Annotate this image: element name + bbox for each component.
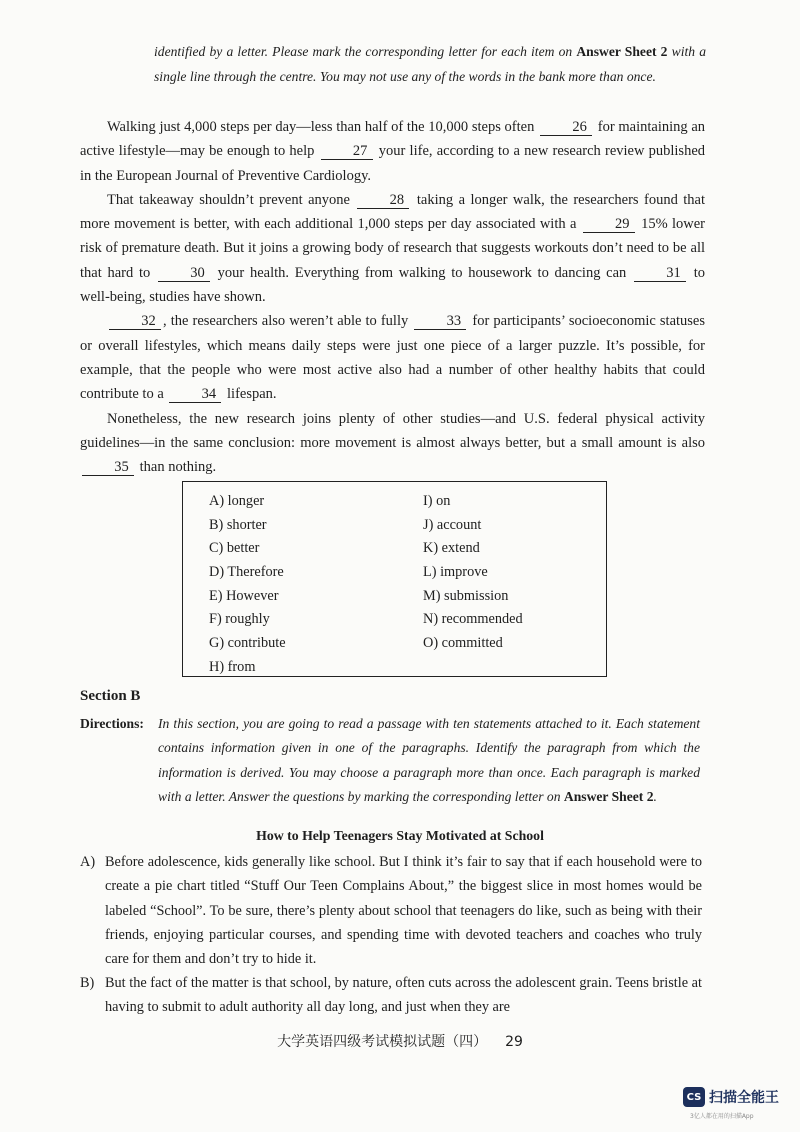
watermark-name: 扫描全能王 <box>709 1090 779 1106</box>
section-a-directions <box>154 40 706 89</box>
word-option: D) Therefore <box>209 564 284 581</box>
word-option: I) on <box>423 493 451 509</box>
directions-text: identified by a letter. Please mark the corresponding letter for each item on <box>154 44 573 59</box>
passage-text: for participants’ socioeconomic statuses or overall lifestyles, which means daily steps were just one piece of a larger puzzle. It’s possible, for example, that the people who were most active also had a number of other healthy habits that could contribute to a <box>80 313 706 403</box>
section-b-heading: Section B <box>80 688 141 704</box>
word-option: H) from <box>209 658 256 675</box>
answer-sheet-ref: Answer Sheet 2 <box>563 788 654 804</box>
article-title: How to Help Teenagers Stay Motivated at School <box>256 828 544 843</box>
passage-text: lifespan. <box>227 386 277 403</box>
word-option: C) better <box>209 540 260 557</box>
paragraph-letter: A) <box>80 854 96 870</box>
passage-paragraph-4 <box>80 407 705 480</box>
passage-paragraph-2 <box>80 188 705 309</box>
page-footer <box>0 1031 800 1051</box>
word-option: J) account <box>423 516 482 533</box>
passage-text: , the researchers also weren’t able to fully <box>163 313 409 330</box>
passage-text: taking a longer walk, the researchers found that more movement is better, with each additional 1,000 steps per day associated with a <box>80 191 706 233</box>
blank-27: 27 <box>321 144 373 160</box>
passage-text: to well-being, studies have shown. <box>80 264 706 306</box>
blank-35: 35 <box>82 460 134 476</box>
footer-title: 大学英语四级考试模拟试题（四） <box>277 1034 488 1050</box>
word-option: L) improve <box>423 564 488 581</box>
article-paragraph-a <box>80 850 702 971</box>
word-option: K) extend <box>423 540 480 557</box>
article-paragraph-b <box>80 971 702 1020</box>
word-bank-box <box>182 481 607 677</box>
passage-text: Nonetheless, the new research joins plenty of other studies—and U.S. federal physical activity guidelines—in the same conclusion: more movement is almost always better, but a small amount is also <box>80 410 705 451</box>
word-option: B) shorter <box>209 516 267 533</box>
word-bank-right-column <box>423 490 523 656</box>
word-option: F) roughly <box>209 611 270 628</box>
blank-32: 32 <box>109 314 161 330</box>
word-option: G) contribute <box>209 635 286 652</box>
word-option: N) recommended <box>423 611 523 628</box>
word-option: O) committed <box>423 635 503 652</box>
camscanner-watermark <box>683 1087 779 1107</box>
blank-28: 28 <box>357 193 409 209</box>
word-option: A) longer <box>209 493 265 509</box>
paragraph-text: Before adolescence, kids generally like school. But I think it’s fair to say that if each household were to create a pie chart titled “Stuff Our Teen Complains About,” the biggest slice in most homes would be labeled “School”. To be sure, there’s plenty about school that teenagers do like, such as being with their friends, enjoying particular courses, and spending time with devoted teachers and coaches who truly care for them and don’t try to hide it. <box>105 854 702 968</box>
passage-text: for maintaining an active lifestyle—may be enough to help <box>80 119 706 160</box>
passage-text: Walking just 4,000 steps per day—less than half of the 10,000 steps often <box>107 119 535 135</box>
directions-text-end: with a single line through the centre. You may not use any of the words in the bank more than once. <box>154 44 706 84</box>
watermark-tagline: 3亿人都在用的扫描App <box>690 1113 754 1120</box>
blank-33: 33 <box>414 314 466 330</box>
blank-29: 29 <box>583 217 635 233</box>
blank-34: 34 <box>169 387 221 403</box>
directions-period: . <box>653 788 657 804</box>
answer-sheet-ref: Answer Sheet 2 <box>576 44 668 59</box>
word-bank-left-column <box>209 490 286 680</box>
passage-text: your life, according to a new research review published in the European Journal of Preventive Cardiology. <box>80 143 706 184</box>
passage-paragraph-3 <box>80 309 705 406</box>
word-option: M) submission <box>423 587 509 604</box>
passage-text: 15% lower risk of premature death. But it joins a growing body of research that suggests workouts don’t need to be all that hard to <box>80 216 706 281</box>
passage-text: than nothing. <box>139 459 217 476</box>
blank-30: 30 <box>158 266 210 282</box>
blank-26: 26 <box>540 120 592 136</box>
passage-paragraph-1 <box>80 115 705 188</box>
directions-text: In this section, you are going to read a passage with ten statements attached to it. Each statement contains information given in one of the paragraphs. Identify the paragraph from which the information is derived. You may choose a paragraph more than once. Each paragraph is marked with a letter. Answer the questions by marking the corresponding letter on <box>158 716 700 804</box>
blank-31: 31 <box>634 266 686 282</box>
cloze-passage <box>80 115 705 479</box>
paragraph-letter: B) <box>80 975 95 991</box>
directions-label: Directions: <box>80 716 144 731</box>
section-b-directions <box>158 712 700 809</box>
camscanner-icon: CS <box>683 1087 705 1107</box>
paragraph-text: But the fact of the matter is that school, by nature, often cuts across the adolescent grain. Teens bristle at having to submit to adult authority all day long, and just when they are <box>105 975 702 1016</box>
passage-text: That takeaway shouldn’t prevent anyone <box>107 191 350 208</box>
word-option: E) However <box>209 587 279 604</box>
passage-text: your health. Everything from walking to housework to dancing can <box>217 264 627 281</box>
page-number: 29 <box>505 1034 523 1050</box>
